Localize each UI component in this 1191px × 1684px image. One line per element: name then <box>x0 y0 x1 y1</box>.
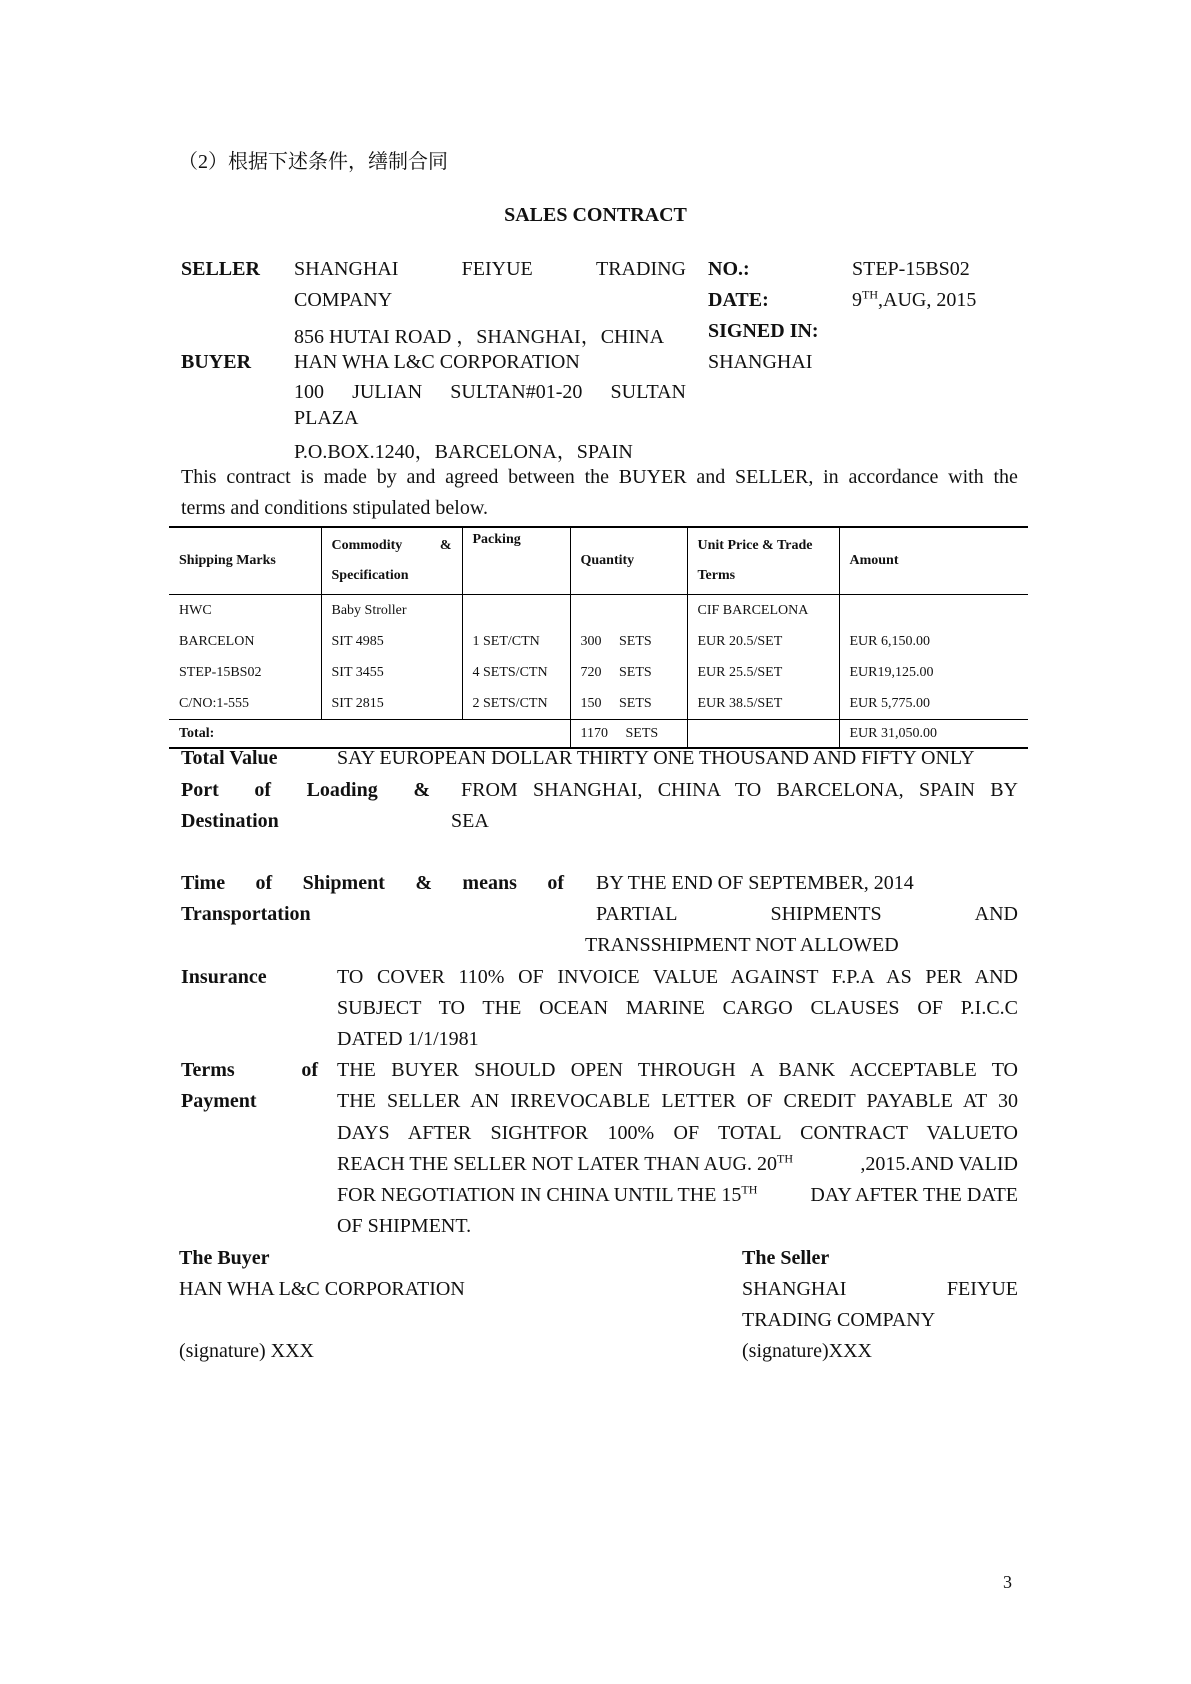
cell-marks: HWC <box>179 602 212 618</box>
seller-sign-label: The Seller <box>742 1247 830 1269</box>
date-label: DATE: <box>708 289 769 311</box>
header-unit-price <box>687 527 839 595</box>
total-label: Total: <box>169 720 570 749</box>
total-amount: EUR 31,050.00 <box>839 720 1028 749</box>
cell-marks: STEP-15BS02 <box>179 664 262 680</box>
payment-line-4-sup: TH <box>777 1151 793 1166</box>
date-rest: ,AUG, 2015 <box>878 289 977 311</box>
cell-quantity: 300 SETS <box>570 626 687 657</box>
header-quantity: Quantity <box>570 527 687 595</box>
port-label-word: Loading <box>306 779 378 801</box>
cell-commodity: SIT 3455 <box>321 657 462 688</box>
signed-in-value: SHANGHAI <box>708 351 813 373</box>
table-total-row <box>169 720 1028 749</box>
shipment-label-word: of <box>255 872 273 894</box>
seller-sign-name-word: SHANGHAI <box>742 1278 847 1300</box>
cell-unit-price: EUR 38.5/SET <box>687 688 839 720</box>
header-shipping-marks: Shipping Marks <box>169 527 321 595</box>
payment-label-word: of <box>301 1059 318 1081</box>
table-row <box>169 688 1028 720</box>
goods-table <box>169 526 1028 749</box>
buyer-address-word: SULTAN#01-20 <box>450 381 583 403</box>
shipment-value-word: AND <box>974 903 1018 925</box>
seller-signature: (signature)XXX <box>742 1340 872 1362</box>
agreement-word: accordance <box>848 466 939 488</box>
agreement-word: by <box>376 466 397 488</box>
agreement-word: contract <box>226 466 291 488</box>
total-value-label: Total Value <box>181 747 278 769</box>
port-label-line-1 <box>181 779 430 802</box>
agreement-word: the <box>584 466 610 488</box>
payment-line-5-sup: TH <box>741 1182 758 1197</box>
total-value-text: SAY EUROPEAN DOLLAR THIRTY ONE THOUSAND AND FIFTY ONLY <box>337 747 975 769</box>
insurance-label: Insurance <box>181 966 267 988</box>
header-unit-price-line-2: Terms <box>697 568 736 583</box>
date-sup: TH <box>862 287 878 302</box>
table-row <box>169 595 1028 627</box>
contract-no-value: STEP-15BS02 <box>852 258 970 280</box>
port-value-line-1: FROM SHANGHAI, CHINA TO BARCELONA, SPAIN BY <box>461 779 1018 801</box>
signed-in-label: SIGNED IN: <box>708 320 819 342</box>
shipment-label-word: means <box>462 872 517 894</box>
payment-line-4-segment <box>337 1153 793 1176</box>
shipment-label-line-2: Transportation <box>181 903 311 925</box>
insurance-line-1: TO COVER 110% OF INVOICE VALUE AGAINST F.P.A AS PER AND <box>337 966 1018 988</box>
payment-line-5-tail: DAY AFTER THE DATE <box>810 1184 1018 1206</box>
payment-line-5 <box>337 1184 1018 1207</box>
cell-quantity <box>570 595 687 627</box>
seller-name-word: TRADING <box>596 258 686 280</box>
buyer-name: HAN WHA L&C CORPORATION <box>294 351 580 373</box>
cell-packing: 2 SETS/CTN <box>462 688 570 720</box>
agreement-word: and <box>696 466 726 488</box>
cell-amount: EUR 6,150.00 <box>839 626 1028 657</box>
table-row <box>169 626 1028 657</box>
shipment-value-line-2 <box>596 903 1018 926</box>
header-packing: Packing <box>462 527 570 595</box>
port-label-line-2: Destination <box>181 810 279 832</box>
agreement-word: in <box>823 466 839 488</box>
buyer-sign-name: HAN WHA L&C CORPORATION <box>179 1278 465 1300</box>
seller-name <box>294 258 686 281</box>
shipment-label-word: & <box>415 872 432 894</box>
seller-company: COMPANY <box>294 289 393 311</box>
buyer-address-line-2: PLAZA <box>294 407 359 429</box>
total-quantity: 1170 SETS <box>570 720 687 749</box>
payment-label-word: Terms <box>181 1059 235 1081</box>
agreement-line-2: terms and conditions stipulated below. <box>181 497 488 519</box>
payment-line-1: THE BUYER SHOULD OPEN THROUGH A BANK ACCEPTABLE TO <box>337 1059 1018 1081</box>
agreement-word: and <box>406 466 436 488</box>
header-commodity <box>321 527 462 595</box>
seller-sign-name <box>742 1278 1018 1301</box>
buyer-address-word: JULIAN <box>352 381 423 403</box>
page-number: 3 <box>1003 1572 1012 1592</box>
header-amount: Amount <box>839 527 1028 595</box>
port-label-word: & <box>413 779 430 801</box>
payment-line-5-text: FOR NEGOTIATION IN CHINA UNTIL THE 15 <box>337 1184 742 1206</box>
header-commodity-amp: & <box>439 538 452 553</box>
cell-amount <box>839 595 1028 627</box>
buyer-label: BUYER <box>181 351 252 373</box>
cell-packing <box>462 595 570 627</box>
date-day: 9 <box>852 289 862 311</box>
payment-label-line-2: Payment <box>181 1090 257 1112</box>
cell-commodity: SIT 4985 <box>321 626 462 657</box>
cell-packing: 4 SETS/CTN <box>462 657 570 688</box>
seller-name-word: FEIYUE <box>461 258 533 280</box>
port-label-word: Port <box>181 779 219 801</box>
contract-no-label: NO.: <box>708 258 750 280</box>
total-empty <box>687 720 839 749</box>
payment-line-4-tail: ,2015.AND VALID <box>860 1153 1018 1175</box>
cell-quantity: 150 SETS <box>570 688 687 720</box>
shipment-value-word: PARTIAL <box>596 903 678 925</box>
payment-line-2: THE SELLER AN IRREVOCABLE LETTER OF CREDIT PAYABLE AT 30 <box>337 1090 1018 1112</box>
seller-address: 856 HUTAI ROAD ，SHANGHAI，CHINA <box>294 326 665 348</box>
cell-unit-price: EUR 20.5/SET <box>687 626 839 657</box>
shipment-value-word: SHIPMENTS <box>770 903 882 925</box>
agreement-line-1 <box>181 466 1018 489</box>
payment-label-line-1 <box>181 1059 318 1082</box>
buyer-address-word: SULTAN <box>610 381 686 403</box>
table-row <box>169 657 1028 688</box>
shipment-label-word: of <box>547 872 564 894</box>
buyer-address-line-1 <box>294 381 686 404</box>
buyer-address-word: 100 <box>294 381 324 403</box>
agreement-word: agreed <box>445 466 499 488</box>
payment-line-4 <box>337 1153 1018 1176</box>
header-unit-price-line-1: Unit Price & Trade <box>697 538 813 553</box>
agreement-word: with <box>948 466 984 488</box>
buyer-signature: (signature) XXX <box>179 1340 314 1362</box>
table-header-row <box>169 527 1028 595</box>
agreement-word: This <box>181 466 217 488</box>
buyer-address-line-3: P.O.BOX.1240，BARCELONA，SPAIN <box>294 441 633 463</box>
shipment-value-line-3: TRANSSHIPMENT NOT ALLOWED <box>585 934 899 956</box>
payment-line-6: OF SHIPMENT. <box>337 1215 472 1237</box>
seller-sign-name-word: FEIYUE <box>946 1278 1018 1300</box>
cell-amount: EUR19,125.00 <box>839 657 1028 688</box>
date-value <box>852 289 976 312</box>
cell-commodity: Baby Stroller <box>321 595 462 627</box>
insurance-line-2: SUBJECT TO THE OCEAN MARINE CARGO CLAUSES OF P.I.C.C <box>337 997 1018 1019</box>
cell-marks: BARCELON <box>179 633 255 649</box>
cell-packing: 1 SET/CTN <box>462 626 570 657</box>
seller-name-word: SHANGHAI <box>294 258 399 280</box>
cell-quantity: 720 SETS <box>570 657 687 688</box>
header-commodity-word: Commodity <box>331 538 403 553</box>
agreement-word: between <box>508 466 575 488</box>
payment-line-4-text: REACH THE SELLER NOT LATER THAN AUG. 20 <box>337 1153 777 1175</box>
cell-marks: C/NO:1-555 <box>179 695 249 711</box>
agreement-word: made <box>323 466 367 488</box>
buyer-sign-label: The Buyer <box>179 1247 270 1269</box>
agreement-word: BUYER <box>618 466 687 488</box>
payment-line-5-segment <box>337 1184 757 1207</box>
cell-commodity: SIT 2815 <box>321 688 462 720</box>
cell-unit-price: EUR 25.5/SET <box>687 657 839 688</box>
shipment-label-word: Time <box>181 872 226 894</box>
insurance-line-3: DATED 1/1/1981 <box>337 1028 479 1050</box>
shipment-value-line-1: BY THE END OF SEPTEMBER, 2014 <box>596 872 914 894</box>
shipment-label-line-1 <box>181 872 564 895</box>
seller-sign-name-line-2: TRADING COMPANY <box>742 1309 936 1331</box>
payment-line-3: DAYS AFTER SIGHTFOR 100% OF TOTAL CONTRACT VALUETO <box>337 1122 1018 1144</box>
port-value-line-2: SEA <box>451 810 489 832</box>
intro-instruction: （2）根据下述条件，缮制合同 <box>178 151 448 173</box>
header-specification: Specification <box>331 568 409 583</box>
seller-label: SELLER <box>181 258 260 280</box>
agreement-word: the <box>993 466 1018 488</box>
document-title: SALES CONTRACT <box>504 204 687 226</box>
cell-amount: EUR 5,775.00 <box>839 688 1028 720</box>
port-label-word: of <box>254 779 272 801</box>
cell-unit-price: CIF BARCELONA <box>687 595 839 627</box>
agreement-word: is <box>300 466 314 488</box>
agreement-word: SELLER, <box>735 466 814 488</box>
shipment-label-word: Shipment <box>302 872 385 894</box>
